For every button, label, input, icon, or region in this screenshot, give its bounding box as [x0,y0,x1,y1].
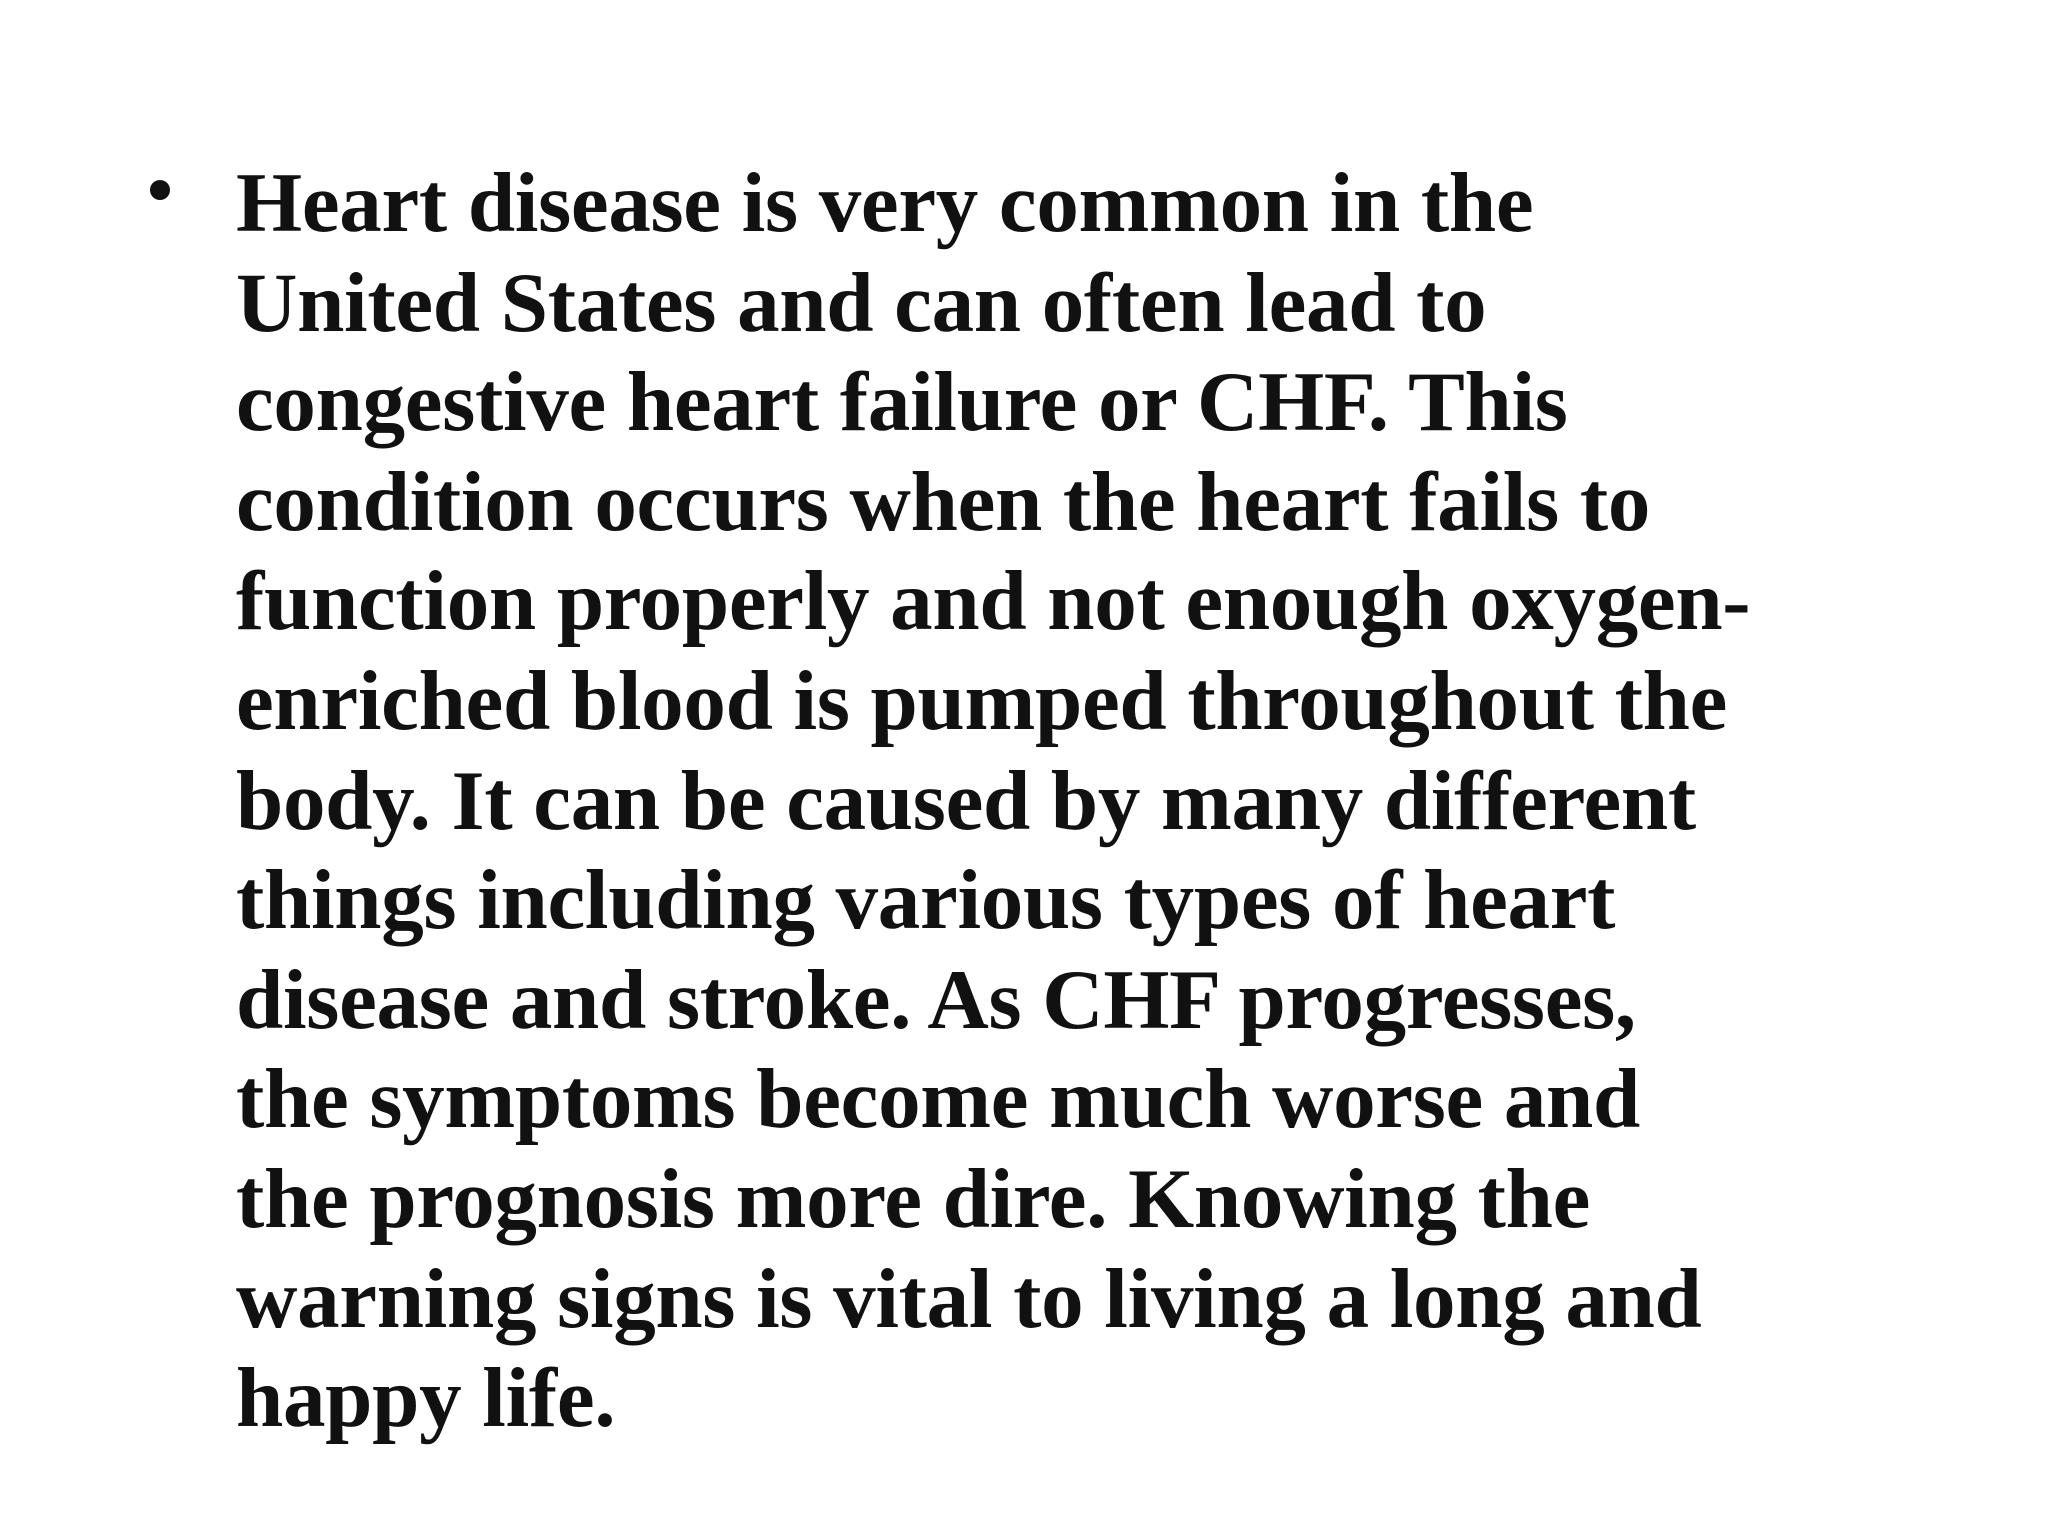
text-line: United States and can often lead to [236,255,1487,350]
text-line: condition occurs when the heart fails to [236,454,1651,549]
text-line: things including various types of heart [236,853,1616,948]
text-line: the symptoms become much worse and [236,1052,1641,1147]
text-line: warning signs is vital to living a long and [236,1251,1702,1346]
text-line: Heart disease is very common in the [236,156,1534,250]
text-line: body. It can be caused by many different [236,753,1696,848]
bullet-text [236,154,1750,1449]
text-line: the prognosis more dire. Knowing the [236,1151,1591,1246]
text-line: congestive heart failure or CHF. This [236,355,1568,450]
text-line: function properly and not enough oxygen- [236,554,1751,649]
text-line: happy life. [236,1351,616,1446]
text-line: disease and stroke. As CHF progresses, [236,952,1636,1047]
text-line: enriched blood is pumped throughout the [236,653,1728,748]
bullet-dot-icon [150,180,170,200]
